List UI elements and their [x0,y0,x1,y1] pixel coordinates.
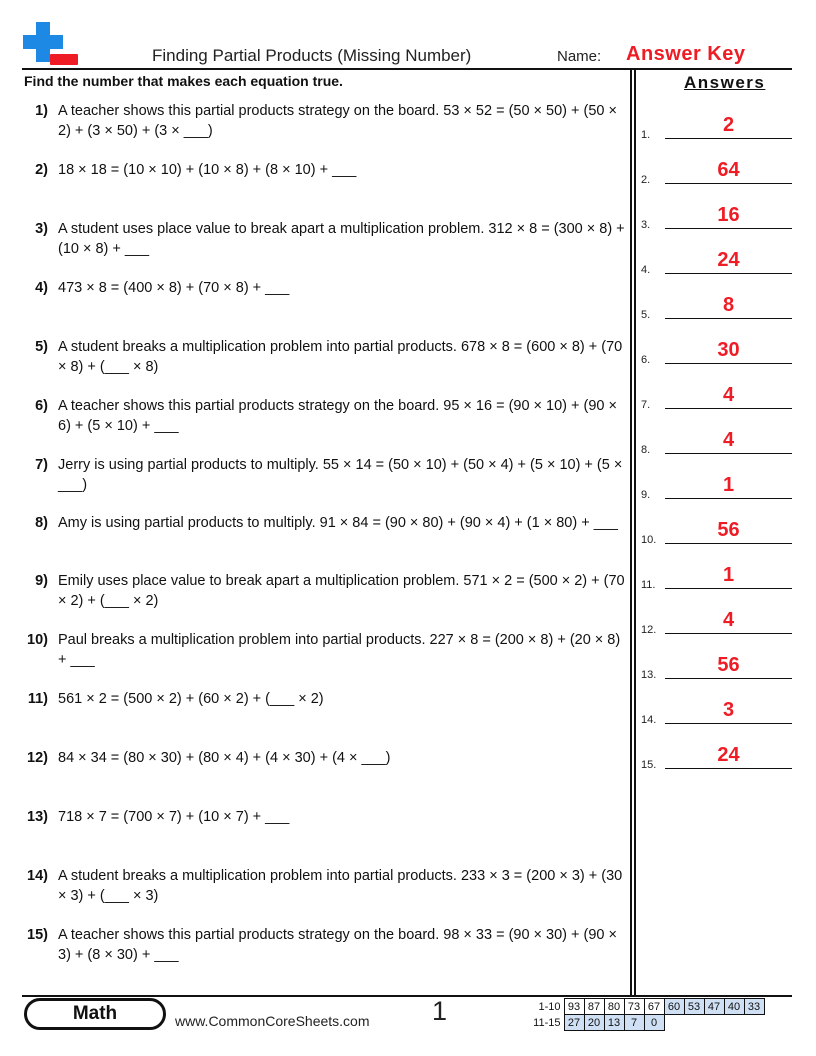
header-divider [22,68,792,70]
question-number: 6) [35,398,48,414]
score-cell: 13 [604,1015,624,1031]
score-cell: 73 [624,999,644,1015]
answer-10 [641,514,792,544]
answers-heading: Answers [684,73,766,92]
column-divider-left [630,70,632,997]
score-row-label: 1-10 [538,1000,561,1013]
answer-line [665,318,792,319]
answer-15 [641,739,792,769]
answer-line [665,498,792,499]
score-cell: 40 [724,999,744,1015]
answer-line [665,273,792,274]
answer-line [665,588,792,589]
score-cell: 60 [664,999,684,1015]
name-label: Name: [557,48,602,65]
answer-value: 2 [722,114,735,136]
question-11 [24,689,629,709]
answer-number: 10. [641,534,657,546]
question-number: 7) [35,457,48,473]
score-blank-cell [684,1015,704,1031]
answer-number: 9. [641,489,651,501]
subject-badge: Math [24,998,166,1030]
answer-line [665,183,792,184]
question-6 [24,396,629,436]
question-10 [24,630,629,670]
answer-6 [641,334,792,364]
answer-14 [641,694,792,724]
question-1 [24,101,629,141]
score-row [520,1015,764,1031]
answer-line [665,678,792,679]
score-cell: 33 [744,999,764,1015]
question-9 [24,571,629,611]
answer-value: 56 [717,519,740,541]
question-text: A teacher shows this partial products strategy on the board. 53 × 52 = (50 × 50) + (50 × 2) + (3 × 50) + (3 × ___) [58,103,617,139]
answer-1 [641,109,792,139]
answer-value: 4 [722,384,735,406]
question-text: A student uses place value to break apart a multiplication problem. 312 × 8 = (300 × 8) + (10 × 8) + ___ [58,221,625,257]
score-cell: 0 [644,1015,664,1031]
question-number: 5) [35,339,48,355]
answer-number: 6. [641,354,651,366]
answer-value: 24 [717,249,740,271]
question-15 [24,925,629,965]
answer-8 [641,424,792,454]
answer-2 [641,154,792,184]
answer-line [665,228,792,229]
answer-number: 1. [641,129,651,141]
answer-key-label: Answer Key [626,43,746,65]
question-text: Emily uses place value to break apart a multiplication problem. 571 × 2 = (500 × 2) + (70 × 2) + (___ × 2) [58,573,625,609]
question-number: 15) [27,927,48,943]
score-cell: 27 [564,1015,584,1031]
question-text: Amy is using partial products to multiply. 91 × 84 = (90 × 80) + (90 × 4) + (1 × 80) + ___ [58,515,618,531]
instructions: Find the number that makes each equation true. [24,73,343,89]
question-text: A teacher shows this partial products strategy on the board. 98 × 33 = (90 × 30) + (90 × 3) + (8 × 30) + ___ [58,927,617,963]
question-text: 18 × 18 = (10 × 10) + (10 × 8) + (8 × 10) + ___ [58,162,357,178]
score-cell: 47 [704,999,724,1015]
question-13 [24,807,629,827]
answer-12 [641,604,792,634]
question-number: 1) [35,103,48,119]
answer-line [665,408,792,409]
question-4 [24,278,629,298]
answer-4 [641,244,792,274]
question-number: 12) [27,750,48,766]
score-blank-cell [664,1015,684,1031]
answer-number: 3. [641,219,651,231]
score-cell: 53 [684,999,704,1015]
answer-7 [641,379,792,409]
site-url: www.CommonCoreSheets.com [175,1013,370,1029]
question-3 [24,219,629,259]
question-number: 4) [35,280,48,296]
question-text: 473 × 8 = (400 × 8) + (70 × 8) + ___ [58,280,290,296]
question-number: 11) [27,691,48,707]
score-cell: 20 [584,1015,604,1031]
score-blank-cell [704,1015,724,1031]
answer-line [665,453,792,454]
score-blank-cell [744,1015,764,1031]
answer-line [665,363,792,364]
question-text: A student breaks a multiplication problem into partial products. 233 × 3 = (200 × 3) + (30 × 3) + (___ × 3) [58,868,623,904]
answer-number: 13. [641,669,657,681]
answer-value: 64 [717,159,740,181]
score-row-label: 11-15 [533,1016,561,1029]
score-cell: 87 [584,999,604,1015]
question-text: Jerry is using partial products to multiply. 55 × 14 = (50 × 10) + (50 × 4) + (5 × 10) + (5 × ___) [58,457,623,493]
answer-line [665,543,792,544]
answer-number: 8. [641,444,651,456]
question-7 [24,455,629,495]
answer-number: 15. [641,759,657,771]
question-number: 10) [27,632,48,648]
answer-number: 4. [641,264,651,276]
question-2 [24,160,629,180]
answer-number: 2. [641,174,651,186]
answer-value: 4 [722,609,735,631]
question-number: 13) [27,809,48,825]
footer-divider [22,995,792,997]
question-text: 561 × 2 = (500 × 2) + (60 × 2) + (___ × 2) [58,691,324,707]
score-cell: 80 [604,999,624,1015]
question-number: 3) [35,221,48,237]
answer-3 [641,199,792,229]
answer-value: 8 [722,294,735,316]
column-divider-right [634,70,636,997]
question-text: A student breaks a multiplication problem into partial products. 678 × 8 = (600 × 8) + (70 × 8) + (___ × 8) [58,339,623,375]
answer-9 [641,469,792,499]
score-table [520,998,765,1031]
question-number: 9) [35,573,48,589]
answer-value: 56 [717,654,740,676]
answer-13 [641,649,792,679]
plus-minus-logo-icon [22,20,80,68]
answer-11 [641,559,792,589]
answer-number: 7. [641,399,651,411]
score-cell: 7 [624,1015,644,1031]
answer-number: 14. [641,714,657,726]
answer-value: 30 [717,339,740,361]
question-text: 84 × 34 = (80 × 30) + (80 × 4) + (4 × 30) + (4 × ___) [58,750,391,766]
answer-number: 5. [641,309,651,321]
score-blank-cell [724,1015,744,1031]
answer-5 [641,289,792,319]
page-number: 1 [432,996,448,1026]
score-cell: 93 [564,999,584,1015]
answer-line [665,768,792,769]
page-title: Finding Partial Products (Missing Number) [152,46,472,65]
question-text: Paul breaks a multiplication problem into partial products. 227 × 8 = (200 × 8) + (20 × 8) + ___ [58,632,621,668]
answer-value: 16 [717,204,740,226]
question-number: 8) [35,515,48,531]
question-5 [24,337,629,377]
answer-value: 1 [722,474,735,496]
answer-value: 1 [722,564,735,586]
question-8 [24,513,629,533]
answer-line [665,633,792,634]
answer-line [665,723,792,724]
question-number: 2) [35,162,48,178]
question-12 [24,748,629,768]
question-number: 14) [27,868,48,884]
score-row [520,999,764,1015]
answer-line [665,138,792,139]
answer-value: 3 [722,699,735,721]
answer-number: 11. [641,579,656,591]
question-14 [24,866,629,906]
answer-number: 12. [641,624,657,636]
score-cell: 67 [644,999,664,1015]
answer-value: 4 [722,429,735,451]
answer-value: 24 [717,744,740,766]
question-text: A teacher shows this partial products strategy on the board. 95 × 16 = (90 × 10) + (90 × 6) + (5 × 10) + ___ [58,398,617,434]
question-text: 718 × 7 = (700 × 7) + (10 × 7) + ___ [58,809,290,825]
